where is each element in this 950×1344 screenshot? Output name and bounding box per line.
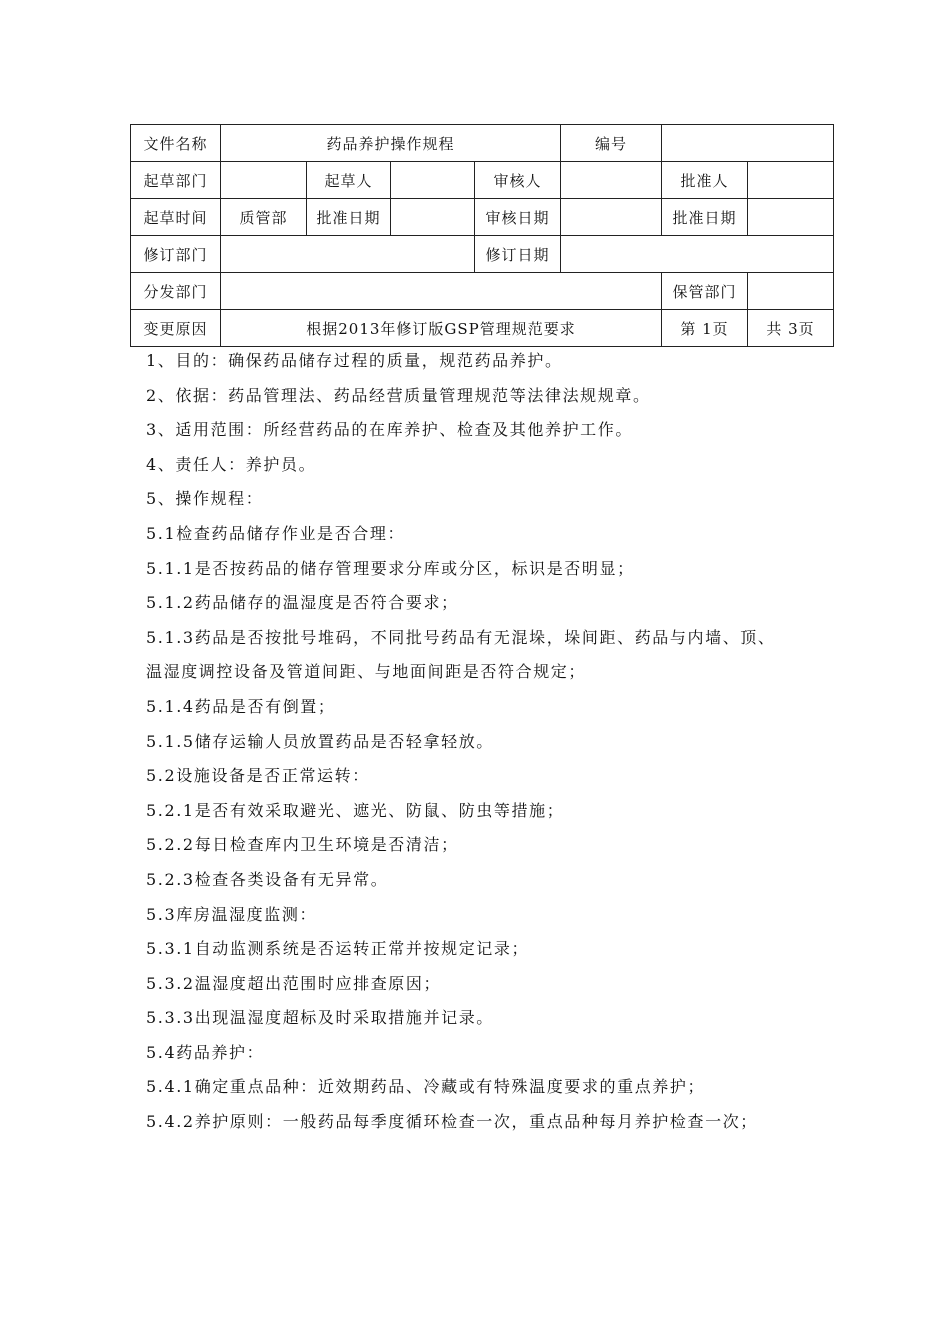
paragraph-line: 1、目的：确保药品储存过程的质量，规范药品养护。	[146, 351, 563, 370]
approve-date-label: 批准日期	[307, 199, 391, 236]
procedure-body	[146, 344, 846, 1140]
reviewer-value	[561, 162, 662, 199]
distribute-dept-label: 分发部门	[131, 273, 221, 310]
revise-dept-label: 修订部门	[131, 236, 221, 273]
paragraph-line: 5、操作规程：	[146, 489, 264, 509]
number-label: 编号	[561, 125, 662, 162]
reviewer-label: 审核人	[475, 162, 561, 199]
drafter-value	[391, 162, 475, 199]
page-total: 共 3页	[748, 310, 834, 347]
custody-dept-value	[748, 273, 834, 310]
drafter-label: 起草人	[307, 162, 391, 199]
paragraph-line: 5.2设施设备是否正常运转：	[146, 766, 370, 786]
change-reason-value: 根据2013年修订版GSP管理规范要求	[221, 310, 662, 347]
number-value	[662, 125, 834, 162]
paragraph-line: 5.1.3药品是否按批号堆码，不同批号药品有无混垛，垛间距、药品与内墙、顶、	[146, 627, 776, 647]
paragraph-line: 5.1.1是否按药品的储存管理要求分库或分区，标识是否明显；	[146, 558, 635, 578]
revise-date-value	[561, 236, 834, 273]
paragraph-line: 3、适用范围：所经营药品的在库养护、检查及其他养护工作。	[146, 420, 633, 440]
paragraph-line: 2、依据：药品管理法、药品经营质量管理规范等法律法规规章。	[146, 385, 651, 405]
paragraph-line: 温湿度调控设备及管道间距、与地面间距是否符合规定；	[146, 662, 587, 682]
review-date-label: 审核日期	[475, 199, 561, 236]
change-reason-label: 变更原因	[131, 310, 221, 347]
document-header-table	[130, 124, 834, 347]
paragraph-line: 5.2.3检查各类设备有无异常。	[146, 869, 389, 889]
review-date-value	[561, 199, 662, 236]
approve-date-value-2	[748, 199, 834, 236]
paragraph-line: 5.3.1自动监测系统是否运转正常并按规定记录；	[146, 939, 530, 959]
paragraph-line: 4、责任人：养护员。	[146, 454, 317, 474]
revise-date-label: 修订日期	[475, 236, 561, 273]
paragraph-line: 5.3库房温湿度监测：	[146, 904, 318, 924]
custody-dept-label: 保管部门	[662, 273, 748, 310]
paragraph-line: 5.1检查药品储存作业是否合理：	[146, 523, 406, 543]
page-number: 第 1页	[662, 310, 748, 347]
paragraph-line: 5.4药品养护：	[146, 1042, 265, 1062]
draft-dept-value	[221, 162, 307, 199]
paragraph-line: 5.4.1确定重点品种：近效期药品、冷藏或有特殊温度要求的重点养护；	[146, 1077, 706, 1097]
paragraph-line: 5.2.2每日检查库内卫生环境是否清洁；	[146, 835, 459, 855]
paragraph-line: 5.1.4药品是否有倒置；	[146, 696, 336, 716]
paragraph-line: 5.1.5储存运输人员放置药品是否轻拿轻放。	[146, 731, 494, 751]
revise-dept-value	[221, 236, 475, 273]
file-name-label: 文件名称	[131, 125, 221, 162]
paragraph-line: 5.3.2温湿度超出范围时应排查原因；	[146, 973, 442, 993]
draft-dept-label: 起草部门	[131, 162, 221, 199]
paragraph-line: 5.1.2药品储存的温湿度是否符合要求；	[146, 593, 459, 613]
paragraph-line: 5.3.3出现温湿度超标及时采取措施并记录。	[146, 1008, 494, 1028]
approver-label: 批准人	[662, 162, 748, 199]
paragraph-line: 5.2.1是否有效采取避光、遮光、防鼠、防虫等措施；	[146, 800, 565, 820]
approve-date-label-2: 批准日期	[662, 199, 748, 236]
approve-date-value	[391, 199, 475, 236]
approver-value	[748, 162, 834, 199]
draft-time-value: 质管部	[221, 199, 307, 236]
file-name-value: 药品养护操作规程	[221, 125, 561, 162]
distribute-dept-value	[221, 273, 662, 310]
draft-time-label: 起草时间	[131, 199, 221, 236]
paragraph-line: 5.4.2养护原则：一般药品每季度循环检查一次，重点品种每月养护检查一次；	[146, 1112, 758, 1132]
